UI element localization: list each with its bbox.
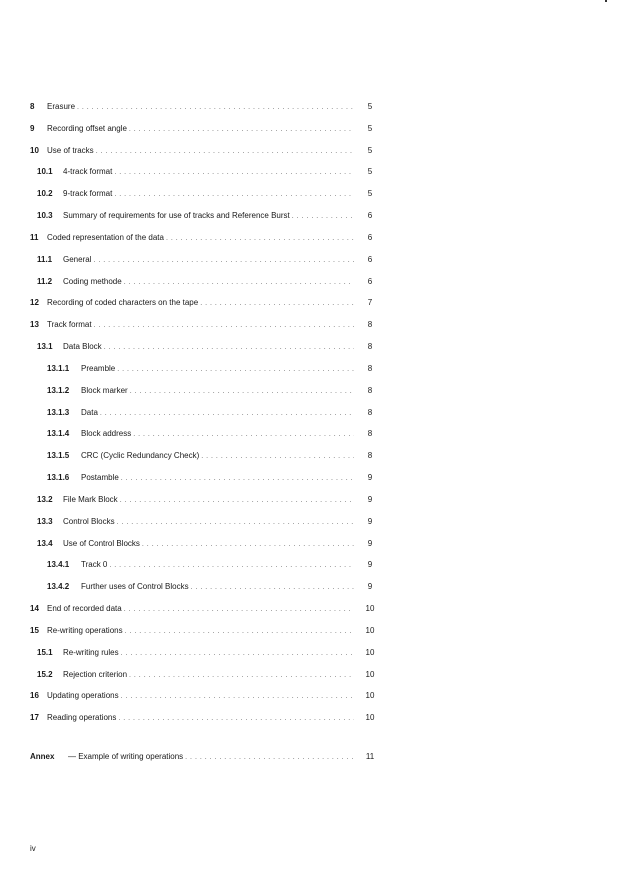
toc-entry bbox=[47, 406, 354, 420]
toc-entry bbox=[30, 750, 354, 764]
toc-entry-page: 10 bbox=[365, 604, 375, 614]
toc-entry-title: Block marker bbox=[81, 385, 128, 395]
toc-entry bbox=[30, 144, 354, 158]
toc-entry-title: End of recorded data bbox=[47, 604, 122, 614]
dot-leader bbox=[130, 385, 354, 399]
toc-entry-title: Track format bbox=[47, 320, 92, 330]
toc-entry bbox=[47, 580, 354, 594]
toc-entry-page: 6 bbox=[367, 254, 373, 264]
toc-entry-title: Erasure bbox=[47, 102, 76, 111]
toc-entry-page: 8 bbox=[367, 451, 373, 461]
toc-entry-title: General bbox=[63, 254, 92, 264]
toc-entry bbox=[47, 471, 354, 485]
toc-entry bbox=[47, 427, 354, 441]
toc-entry-title: Postamble bbox=[81, 473, 119, 483]
toc-entry-number: 15.2 bbox=[37, 669, 53, 679]
toc-entry-number: 13.4.1 bbox=[47, 560, 70, 570]
toc-entry-page: 5 bbox=[367, 167, 373, 177]
dot-leader bbox=[109, 559, 354, 573]
toc-entry-number: 17 bbox=[30, 713, 39, 723]
footer-page-number: iv bbox=[30, 844, 36, 853]
toc-entry-title: Block address bbox=[81, 429, 132, 439]
toc-entry bbox=[37, 340, 354, 354]
toc-entry-number: 10.3 bbox=[37, 211, 53, 221]
toc-entry-page: 5 bbox=[367, 102, 373, 111]
toc-entry-number: 13.1.1 bbox=[47, 363, 70, 373]
dot-leader bbox=[142, 538, 354, 552]
toc-entry bbox=[30, 624, 354, 638]
dot-leader bbox=[100, 407, 354, 421]
dot-leader bbox=[104, 341, 354, 355]
toc-entry-page: 8 bbox=[367, 363, 373, 373]
dot-leader bbox=[129, 123, 354, 137]
toc-entry bbox=[30, 711, 354, 725]
toc-entry-page: 9 bbox=[367, 538, 373, 548]
toc-entry-title: Preamble bbox=[81, 363, 116, 373]
toc-entry-title: CRC (Cyclic Redundancy Check) bbox=[81, 451, 200, 461]
toc-entry-page: 8 bbox=[367, 320, 373, 330]
toc-entry-title: Use of tracks bbox=[47, 145, 94, 155]
toc-entry-page: 9 bbox=[367, 494, 373, 504]
toc-entry-number: 9 bbox=[30, 123, 35, 133]
toc-entry-title: Re-writing rules bbox=[63, 647, 119, 657]
dot-leader bbox=[120, 494, 354, 508]
toc-entry-title: Recording of coded characters on the tape bbox=[47, 298, 199, 308]
dot-leader bbox=[121, 690, 354, 704]
toc-entry bbox=[37, 187, 354, 201]
toc-entry-number: 13.1.5 bbox=[47, 451, 70, 461]
toc-entry-title: Use of Control Blocks bbox=[63, 538, 140, 548]
dot-leader bbox=[125, 625, 354, 639]
dot-leader bbox=[191, 581, 354, 595]
toc-entry-page: 9 bbox=[367, 560, 373, 570]
toc-entry-title: Updating operations bbox=[47, 691, 119, 701]
toc-entry-number: 16 bbox=[30, 691, 39, 701]
toc-entry bbox=[37, 646, 354, 660]
dot-leader bbox=[129, 669, 354, 683]
dot-leader bbox=[166, 232, 354, 246]
toc-entry-page: 10 bbox=[365, 625, 375, 635]
dot-leader bbox=[201, 450, 354, 464]
toc-entry-title: Track 0 bbox=[81, 560, 108, 570]
toc-entry-number: 13.1.4 bbox=[47, 429, 70, 439]
toc-entry-title: Coding methode bbox=[63, 276, 122, 286]
toc-entry-title: Further uses of Control Blocks bbox=[81, 582, 189, 592]
toc-entry-number: 8 bbox=[30, 102, 35, 111]
toc-entry bbox=[37, 253, 354, 267]
toc-entry-number: 11 bbox=[30, 232, 39, 242]
toc-entry-page: 8 bbox=[367, 385, 373, 395]
toc-entry bbox=[30, 602, 354, 616]
toc-entry-page: 9 bbox=[367, 516, 373, 526]
toc-entry bbox=[47, 384, 354, 398]
toc-entry-page: 8 bbox=[367, 429, 373, 439]
toc-entry bbox=[37, 209, 354, 223]
toc-entry bbox=[37, 493, 354, 507]
toc-entry-title: Recording offset angle bbox=[47, 123, 127, 133]
toc-entry-title: Rejection criterion bbox=[63, 669, 128, 679]
toc-entry-title: Data Block bbox=[63, 342, 102, 352]
corner-mark bbox=[605, 0, 607, 2]
toc-entry-number: 13.3 bbox=[37, 516, 53, 526]
toc-entry-title: Reading operations bbox=[47, 713, 117, 723]
toc-entry-number: 13 bbox=[30, 320, 39, 330]
toc-entry-number: 15.1 bbox=[37, 647, 53, 657]
toc-entry-number: 14 bbox=[30, 604, 39, 614]
toc-entry-title: 9-track format bbox=[63, 189, 113, 199]
toc-entry-page: 6 bbox=[367, 211, 373, 221]
toc-entry bbox=[47, 362, 354, 376]
dot-leader bbox=[200, 297, 354, 311]
toc-entry-page: 11 bbox=[365, 752, 375, 761]
toc-entry-page: 10 bbox=[365, 713, 375, 723]
dot-leader bbox=[96, 145, 354, 159]
toc-entry bbox=[30, 231, 354, 245]
toc-entry-page: 5 bbox=[367, 189, 373, 199]
toc-entry-number: 13.2 bbox=[37, 494, 53, 504]
dot-leader bbox=[114, 188, 354, 202]
toc-entry-page: 8 bbox=[367, 407, 373, 417]
toc-entry-title: File Mark Block bbox=[63, 494, 118, 504]
toc-entry-number: 15 bbox=[30, 625, 39, 635]
toc-entry-title: Summary of requirements for use of tracks and Reference Burst bbox=[63, 211, 290, 221]
toc-entry-title: Coded representation of the data bbox=[47, 232, 164, 242]
toc-entry-title: — Example of writing operations bbox=[68, 752, 184, 761]
toc-entry-title: Control Blocks bbox=[63, 516, 115, 526]
toc-entry bbox=[37, 668, 354, 682]
dot-leader bbox=[94, 319, 354, 333]
toc-entry-number: 10.1 bbox=[37, 167, 53, 177]
toc-entry bbox=[30, 296, 354, 310]
toc-entry bbox=[37, 275, 354, 289]
toc-entry-number: 11.2 bbox=[37, 276, 53, 286]
toc-entry-number: 12 bbox=[30, 298, 39, 308]
toc-entry-number: 11.1 bbox=[37, 254, 53, 264]
toc-entry-title: Re-writing operations bbox=[47, 625, 123, 635]
dot-leader bbox=[118, 712, 354, 726]
toc-entry-number: 10 bbox=[30, 145, 39, 155]
dot-leader bbox=[121, 472, 354, 486]
toc-entry-page: 9 bbox=[367, 582, 373, 592]
toc-entry bbox=[30, 689, 354, 703]
dot-leader bbox=[133, 428, 354, 442]
dot-leader bbox=[121, 647, 354, 661]
toc-entry-number: 13.1.6 bbox=[47, 473, 70, 483]
toc-entry bbox=[37, 537, 354, 551]
dot-leader bbox=[77, 101, 354, 115]
dot-leader bbox=[93, 254, 354, 268]
toc-entry-number: 13.1 bbox=[37, 342, 53, 352]
dot-leader bbox=[124, 603, 354, 617]
dot-leader bbox=[114, 166, 354, 180]
toc-entry bbox=[30, 318, 354, 332]
dot-leader bbox=[185, 751, 354, 765]
toc-entry bbox=[47, 449, 354, 463]
dot-leader bbox=[124, 276, 354, 290]
toc-entry-title: 4-track format bbox=[63, 167, 113, 177]
toc-entry-page: 5 bbox=[367, 123, 373, 133]
toc-entry-number: Annex bbox=[30, 752, 55, 761]
toc-entry bbox=[37, 165, 354, 179]
toc-entry-number: 13.4.2 bbox=[47, 582, 70, 592]
toc-entry bbox=[47, 558, 354, 572]
dot-leader bbox=[117, 363, 354, 377]
toc-entry bbox=[30, 122, 354, 136]
toc-entry-number: 13.4 bbox=[37, 538, 53, 548]
dot-leader bbox=[292, 210, 354, 224]
toc-entry bbox=[30, 100, 354, 114]
toc-entry-page: 6 bbox=[367, 232, 373, 242]
dot-leader bbox=[117, 516, 354, 530]
toc-entry-title: Data bbox=[81, 407, 98, 417]
toc-entry bbox=[37, 515, 354, 529]
toc-entry-page: 10 bbox=[365, 647, 375, 657]
toc-entry-number: 13.1.2 bbox=[47, 385, 70, 395]
toc-entry-page: 10 bbox=[365, 691, 375, 701]
toc-entry-number: 13.1.3 bbox=[47, 407, 70, 417]
toc-entry-page: 7 bbox=[367, 298, 373, 308]
toc-entry-page: 8 bbox=[367, 342, 373, 352]
toc-entry-page: 5 bbox=[367, 145, 373, 155]
toc-entry-page: 6 bbox=[367, 276, 373, 286]
toc-entry-page: 10 bbox=[365, 669, 375, 679]
toc-entry-number: 10.2 bbox=[37, 189, 53, 199]
toc-entry-page: 9 bbox=[367, 473, 373, 483]
